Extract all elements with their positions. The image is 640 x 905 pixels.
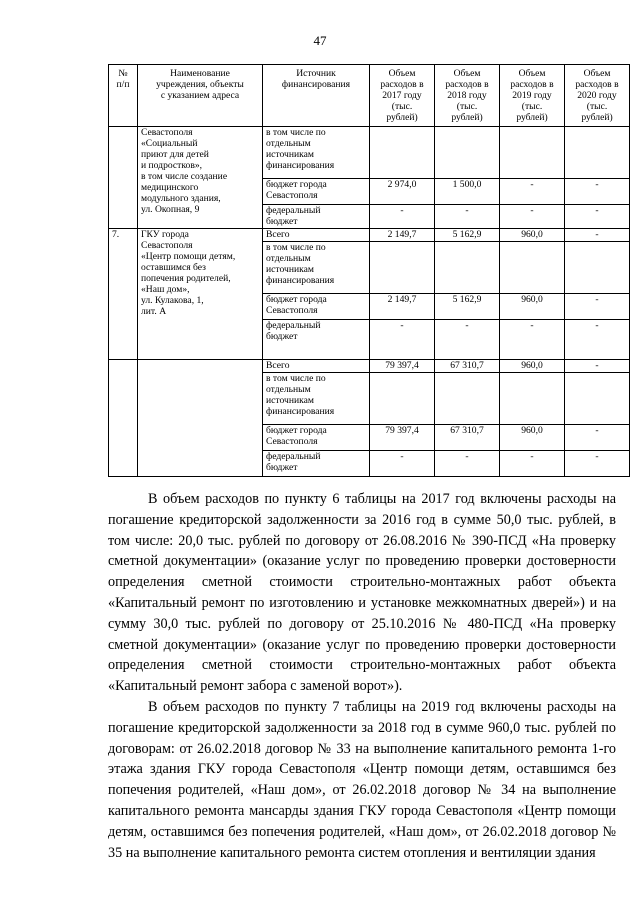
header-2019: Объем расходов в 2019 году (тыс. рублей) — [500, 65, 565, 127]
value-2018 — [435, 127, 500, 179]
funding-source: в том числе по отдельным источникам финансирования — [263, 127, 370, 179]
value-2020 — [565, 127, 630, 179]
value-2017: - — [370, 205, 435, 229]
value-2020: - — [565, 179, 630, 205]
value-2019 — [500, 373, 565, 425]
funding-source: федеральный бюджет — [263, 451, 370, 477]
value-2019: - — [500, 451, 565, 477]
value-2017: 2 149,7 — [370, 229, 435, 242]
value-2020: - — [565, 205, 630, 229]
value-2018: 67 310,7 — [435, 360, 500, 373]
institution-name: ГКУ города Севастополя «Центр помощи детям, оставшимся без попечения родителей, «Наш дом», ул. Кулакова, 1, лит. А — [138, 229, 263, 360]
value-2017: - — [370, 451, 435, 477]
value-2020: - — [565, 360, 630, 373]
value-2017 — [370, 127, 435, 179]
funding-source: Всего — [263, 229, 370, 242]
value-2019 — [500, 127, 565, 179]
funding-source: федеральный бюджет — [263, 205, 370, 229]
value-2019: 960,0 — [500, 294, 565, 320]
value-2020: - — [565, 294, 630, 320]
value-2018: - — [435, 205, 500, 229]
value-2020 — [565, 373, 630, 425]
value-2018: - — [435, 320, 500, 360]
page-number: 47 — [313, 33, 327, 48]
value-2017: 79 397,4 — [370, 360, 435, 373]
table-header — [109, 65, 630, 127]
value-2017: - — [370, 320, 435, 360]
value-2019: 960,0 — [500, 229, 565, 242]
funding-source: федеральный бюджет — [263, 320, 370, 360]
header-2018: Объем расходов в 2018 году (тыс. рублей) — [435, 65, 500, 127]
funding-source: бюджет города Севастополя — [263, 179, 370, 205]
table-row — [109, 127, 630, 179]
value-2019 — [500, 242, 565, 294]
value-2019: - — [500, 320, 565, 360]
funding-source: Всего — [263, 360, 370, 373]
value-2020: - — [565, 320, 630, 360]
value-2017 — [370, 373, 435, 425]
value-2019: 960,0 — [500, 425, 565, 451]
value-2019: 960,0 — [500, 360, 565, 373]
value-2020: - — [565, 425, 630, 451]
value-2020: - — [565, 229, 630, 242]
header-2017: Объем расходов в 2017 году (тыс. рублей) — [370, 65, 435, 127]
value-2018 — [435, 373, 500, 425]
body-text — [108, 489, 616, 863]
header-source: Источник финансирования — [263, 65, 370, 127]
value-2018: 5 162,9 — [435, 229, 500, 242]
value-2017: 2 974,0 — [370, 179, 435, 205]
header-name: Наименование учреждения, объекты с указанием адреса — [138, 65, 263, 127]
value-2020 — [565, 242, 630, 294]
paragraph: В объем расходов по пункту 6 таблицы на 2017 год включены расходы на погашение кредиторской задолженности за 2016 год в сумме 50,0 тыс. рублей, в том числе: 20,0 тыс. рублей по договору от 26.08.2016 № 390-ПСД «На проверку сметной документации» (оказание услуг по проведению проверки достоверности определения сметной стоимости строительно-монтажных работ объекта «Капитальный ремонт по изготовлению и установке межкомнатных дверей») и на сумму 30,0 тыс. рублей по договору от 25.10.2016 № 480-ПСД «На проверку сметной документации» (оказание услуг по проведению проверки достоверности определения сметной стоимости строительно-монтажных работ объекта «Капитальный ремонт забора с заменой ворот»). — [108, 491, 616, 695]
value-2018: 1 500,0 — [435, 179, 500, 205]
row-num — [109, 127, 138, 229]
row-num: 7. — [109, 229, 138, 360]
row-num — [109, 360, 138, 477]
funding-source: бюджет города Севастополя — [263, 294, 370, 320]
budget-table — [108, 64, 630, 477]
value-2017: 79 397,4 — [370, 425, 435, 451]
value-2020: - — [565, 451, 630, 477]
value-2017: 2 149,7 — [370, 294, 435, 320]
paragraph: В объем расходов по пункту 7 таблицы на 2019 год включены расходы на погашение кредиторской задолженности за 2018 год в сумме 960,0 тыс. рублей по договорам: от 26.02.2018 договор № 33 на выполнение капитального ремонта 1-го этажа здания ГКУ города Севастополя «Центр помощи детям, оставшимся без попечения родителей, «Наш дом», от 26.02.2018 договор № 34 на выполнение капитального ремонта мансарды здания ГКУ города Севастополя «Центр помощи детям, оставшимся без попечения родителей, «Наш дом», от 26.02.2018 договор № 35 на выполнение капитального ремонта систем отопления и вентиляции здания — [108, 698, 616, 861]
funding-source: бюджет города Севастополя — [263, 425, 370, 451]
value-2018: - — [435, 451, 500, 477]
value-2019: - — [500, 179, 565, 205]
value-2019: - — [500, 205, 565, 229]
header-2020: Объем расходов в 2020 году (тыс. рублей) — [565, 65, 630, 127]
value-2018: 5 162,9 — [435, 294, 500, 320]
table-row — [109, 360, 630, 373]
funding-source: в том числе по отдельным источникам финансирования — [263, 242, 370, 294]
value-2017 — [370, 242, 435, 294]
value-2018: 67 310,7 — [435, 425, 500, 451]
funding-source: в том числе по отдельным источникам финансирования — [263, 373, 370, 425]
value-2018 — [435, 242, 500, 294]
header-num: № п/п — [109, 65, 138, 127]
institution-name — [138, 360, 263, 477]
table-row — [109, 229, 630, 242]
institution-name: Севастополя «Социальный приют для детей и подростков», в том числе создание медицинского модульного здания, ул. Окопная, 9 — [138, 127, 263, 229]
